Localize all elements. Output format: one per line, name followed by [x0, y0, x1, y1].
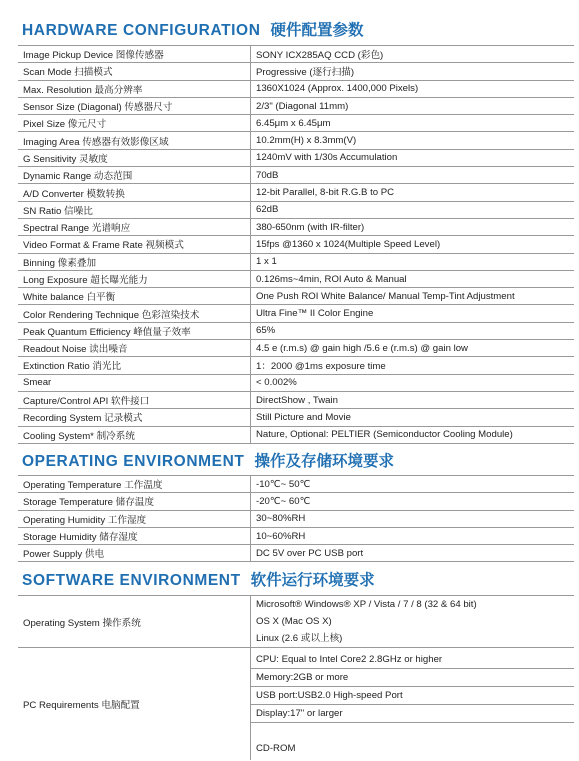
table-row — [18, 545, 574, 562]
operating-title-cn: 操作及存储环境要求 — [254, 453, 394, 470]
spec-value: SONY ICX285AQ CCD (彩色) — [251, 46, 575, 63]
spec-label: Capture/Control API 软件接口 — [18, 391, 251, 408]
spec-value: Progressive (逐行扫描) — [251, 63, 575, 80]
table-row — [18, 218, 574, 235]
spec-label: Spectral Range 光谱响应 — [18, 218, 251, 235]
table-row — [18, 63, 574, 80]
table-row — [18, 167, 574, 184]
spec-value: -10℃~ 50℃ — [251, 476, 575, 493]
spec-label: Scan Mode 扫描模式 — [18, 63, 251, 80]
spec-value: 1 x 1 — [251, 253, 575, 270]
spec-label: White balance 白平衡 — [18, 288, 251, 305]
table-row — [18, 510, 574, 527]
os-value: Microsoft® Windows® XP / Vista / 7 / 8 (32 & 64 bit) — [256, 599, 477, 610]
pc-label: PC Requirements 电脑配置 — [18, 648, 251, 760]
table-row — [18, 115, 574, 132]
spec-label: Dynamic Range 动态范围 — [18, 167, 251, 184]
pc-values — [251, 648, 575, 760]
spec-value: Still Picture and Movie — [251, 409, 575, 426]
software-title-cn: 软件运行环境要求 — [250, 572, 375, 589]
spec-value: 6.45μm x 6.45μm — [251, 115, 575, 132]
table-row — [18, 80, 574, 97]
operating-section-title — [22, 449, 394, 471]
table-row — [18, 476, 574, 493]
table-row — [18, 201, 574, 218]
spec-value: 12-bit Parallel, 8-bit R.G.B to PC — [251, 184, 575, 201]
table-row — [18, 46, 574, 63]
spec-label: Peak Quantum Efficiency 峰值量子效率 — [18, 322, 251, 339]
table-row — [18, 340, 574, 357]
spec-value: < 0.002% — [251, 374, 575, 391]
table-row — [18, 253, 574, 270]
software-section-title — [22, 568, 375, 590]
spec-label: Video Format & Frame Rate 视频模式 — [18, 236, 251, 253]
table-row — [18, 97, 574, 114]
spec-label: Pixel Size 像元尺寸 — [18, 115, 251, 132]
spec-label: Sensor Size (Diagonal) 传感器尺寸 — [18, 97, 251, 114]
spec-label: Cooling System* 制冷系统 — [18, 426, 251, 443]
spec-value: 65% — [251, 322, 575, 339]
pc-value: CPU: Equal to Intel Core2 2.8GHz or higher — [251, 651, 574, 669]
table-row — [18, 270, 574, 287]
spec-value: -20℃~ 60℃ — [251, 493, 575, 510]
table-row — [18, 236, 574, 253]
spec-label: A/D Converter 模数转换 — [18, 184, 251, 201]
operating-spec-table — [18, 475, 574, 562]
spec-value: 15fps @1360 x 1024(Multiple Speed Level) — [251, 236, 575, 253]
spec-value: 4.5 e (r.m.s) @ gain high /5.6 e (r.m.s) @ gain low — [251, 340, 575, 357]
table-row — [18, 322, 574, 339]
spec-label: Storage Humidity 储存湿度 — [18, 527, 251, 544]
os-value: Linux (2.6 或以上核) — [256, 633, 343, 644]
spec-value: 70dB — [251, 167, 575, 184]
spec-value: 2/3" (Diagonal 11mm) — [251, 97, 575, 114]
spec-value: DirectShow , Twain — [251, 391, 575, 408]
software-spec-table — [18, 595, 574, 760]
spec-value: Ultra Fine™ II Color Engine — [251, 305, 575, 322]
spec-label: Smear — [18, 374, 251, 391]
table-row — [18, 409, 574, 426]
pc-value: USB port:USB2.0 High-speed Port — [251, 687, 574, 705]
spec-label: Power Supply 供电 — [18, 545, 251, 562]
spec-value: Nature, Optional: PELTIER (Semiconductor Cooling Module) — [251, 426, 575, 443]
operating-title-en: OPERATING ENVIRONMENT — [22, 453, 245, 470]
spec-value: 10.2mm(H) x 8.3mm(V) — [251, 132, 575, 149]
spec-label: Image Pickup Device 图像传感器 — [18, 46, 251, 63]
spec-label: Binning 像素叠加 — [18, 253, 251, 270]
table-row — [18, 288, 574, 305]
spec-label: Color Rendering Technique 色彩渲染技术 — [18, 305, 251, 322]
table-row — [18, 493, 574, 510]
table-row — [18, 527, 574, 544]
table-row — [18, 374, 574, 391]
table-row — [18, 391, 574, 408]
spec-value: One Push ROI White Balance/ Manual Temp-Tint Adjustment — [251, 288, 575, 305]
spec-label: Storage Temperature 储存温度 — [18, 493, 251, 510]
spec-label: Readout Noise 读出噪音 — [18, 340, 251, 357]
spec-value: 30~80%RH — [251, 510, 575, 527]
spec-label: Long Exposure 超长曝光能力 — [18, 270, 251, 287]
spec-value: 0.126ms~4min, ROI Auto & Manual — [251, 270, 575, 287]
spec-label: Extinction Ratio 消光比 — [18, 357, 251, 374]
pc-value: CD-ROM — [256, 742, 296, 754]
table-row — [18, 426, 574, 443]
spec-value: 1360X1024 (Approx. 1400,000 Pixels) — [251, 80, 575, 97]
hardware-title-cn: 硬件配置参数 — [270, 22, 364, 39]
table-row — [18, 184, 574, 201]
hardware-section-title — [22, 18, 364, 40]
spec-label: Max. Resolution 最高分辨率 — [18, 80, 251, 97]
os-value: OS X (Mac OS X) — [256, 616, 332, 627]
spec-value: DC 5V over PC USB port — [251, 545, 575, 562]
spec-label: Operating Temperature 工作温度 — [18, 476, 251, 493]
table-row — [18, 305, 574, 322]
spec-value: 10~60%RH — [251, 527, 575, 544]
table-row — [18, 149, 574, 166]
os-label: Operating System 操作系统 — [18, 596, 251, 648]
spec-label: G Sensitivity 灵敏度 — [18, 149, 251, 166]
spec-value: 1240mV with 1/30s Accumulation — [251, 149, 575, 166]
pc-value — [251, 723, 574, 740]
table-row — [18, 132, 574, 149]
hardware-title-en: HARDWARE CONFIGURATION — [22, 22, 261, 39]
os-values — [251, 596, 575, 648]
spec-label: Imaging Area 传感器有效影像区域 — [18, 132, 251, 149]
hardware-spec-table — [18, 45, 574, 444]
spec-value: 1：2000 @1ms exposure time — [251, 357, 575, 374]
pc-value: Memory:2GB or more — [251, 669, 574, 687]
software-title-en: SOFTWARE ENVIRONMENT — [22, 572, 241, 589]
spec-label: SN Ratio 信噪比 — [18, 201, 251, 218]
table-row — [18, 357, 574, 374]
table-row — [18, 648, 574, 760]
spec-value: 380-650nm (with IR-filter) — [251, 218, 575, 235]
spec-value: 62dB — [251, 201, 575, 218]
table-row — [18, 596, 574, 648]
spec-label: Operating Humidity 工作湿度 — [18, 510, 251, 527]
spec-label: Recording System 记录模式 — [18, 409, 251, 426]
pc-value: Display:17" or larger — [251, 705, 574, 723]
